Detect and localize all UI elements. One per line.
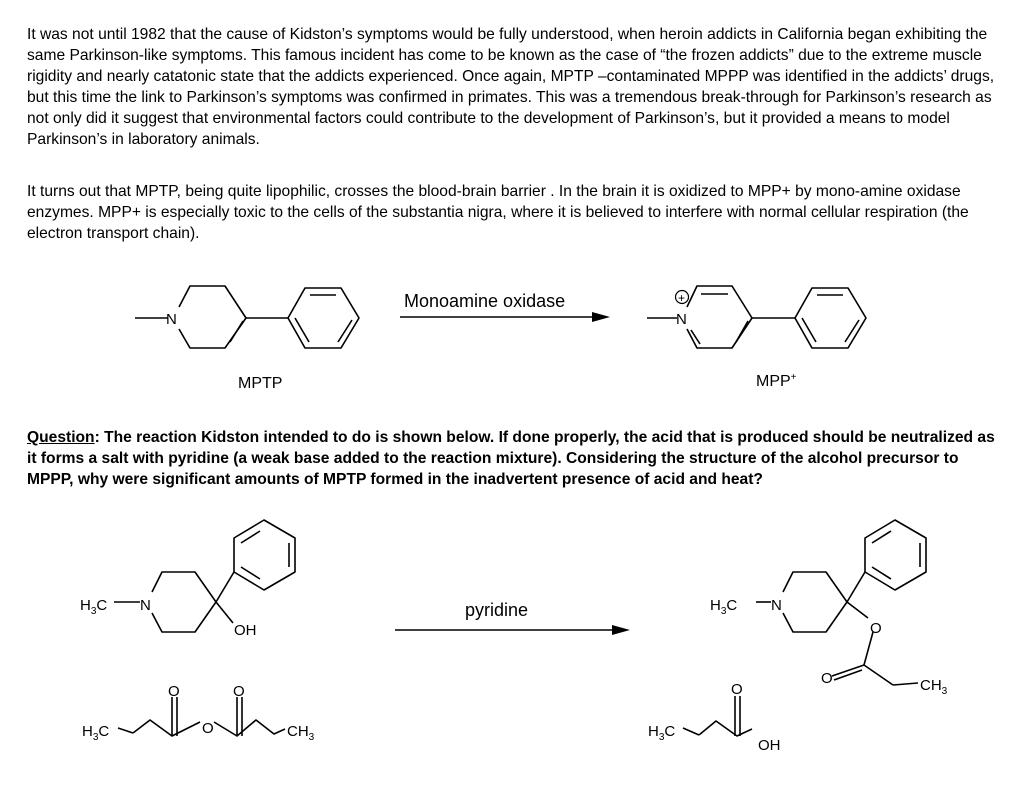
- reagent-label: pyridine: [465, 600, 529, 620]
- mpp-label: MPP+: [756, 372, 797, 390]
- carbonyl-o: O: [731, 681, 743, 698]
- mptp-label: MPTP: [238, 375, 283, 392]
- question-paragraph: [27, 427, 1002, 490]
- question-label: Question: [27, 429, 95, 446]
- n-atom: N: [771, 597, 782, 614]
- propionic-acid-structure: [683, 696, 752, 736]
- alcohol-precursor-structure: [114, 520, 295, 632]
- charge-sign: +: [678, 291, 686, 305]
- reagent-label: Monoamine oxidase: [404, 291, 566, 311]
- carbonyl-o: O: [168, 683, 180, 700]
- ch3-label: $CH_3$: [920, 677, 948, 697]
- carbonyl-o: O: [821, 670, 833, 687]
- paragraph-history: It was not until 1982 that the cause of Kidston’s symptoms would be fully understood, when heroin addicts in California began exhibiting the same Parkinson-like symptoms. This famous incident has come to be known as the case of “the frozen addicts” due to the extreme muscle rigidity and nearly catatonic state that the addicts experienced. Once again, MPTP –contaminated MPPP was identified in the addicts’ drugs, but this time the link to Parkinson’s symptoms was confirmed in primates. This was a tremendous break-through for Parkinson’s research as not only did it suggest that environmental factors could contribute to the development of Parkinson’s, but it provided a means to model Parkinson’s in laboratory animals.: [27, 26, 995, 148]
- scheme-esterification: [0, 500, 1024, 800]
- arrowhead: [592, 312, 610, 322]
- bridging-o: O: [202, 720, 214, 737]
- ch3-label: $CH_3$: [287, 723, 315, 743]
- scheme-mptp-oxidation: [0, 260, 1024, 400]
- ester-o: O: [870, 620, 882, 637]
- methyl-label: $H_3C$: [710, 597, 738, 617]
- arrowhead: [612, 625, 630, 635]
- methyl-label: $H_3C$: [648, 723, 676, 743]
- question-text: : The reaction Kidston intended to do is shown below. If done properly, the acid that is produced should be neutralized as it forms a salt with pyridine (a weak base added to the reaction mixture). Considering the structure of the alcohol precursor to MPPP, why were significant amounts of MPTP formed in the inadvertent presence of acid and heat?: [27, 429, 995, 488]
- hydroxyl-label: OH: [758, 737, 781, 754]
- methyl-label: $H_3C$: [80, 597, 108, 617]
- paragraph-mechanism: It turns out that MPTP, being quite lipophilic, crosses the blood-brain barrier . In the brain it is oxidized to MPP+ by mono-amine oxidase enzymes. MPP+ is especially toxic to the cells of the substantia nigra, where it is believed to interfere with normal cellular respiration (the electron transport chain).: [27, 183, 969, 242]
- n-atom: N: [166, 311, 177, 328]
- n-atom: N: [140, 597, 151, 614]
- hydroxyl-label: OH: [234, 622, 257, 639]
- carbonyl-o: O: [233, 683, 245, 700]
- n-atom: N: [676, 311, 687, 328]
- methyl-label: $H_3C$: [82, 723, 110, 743]
